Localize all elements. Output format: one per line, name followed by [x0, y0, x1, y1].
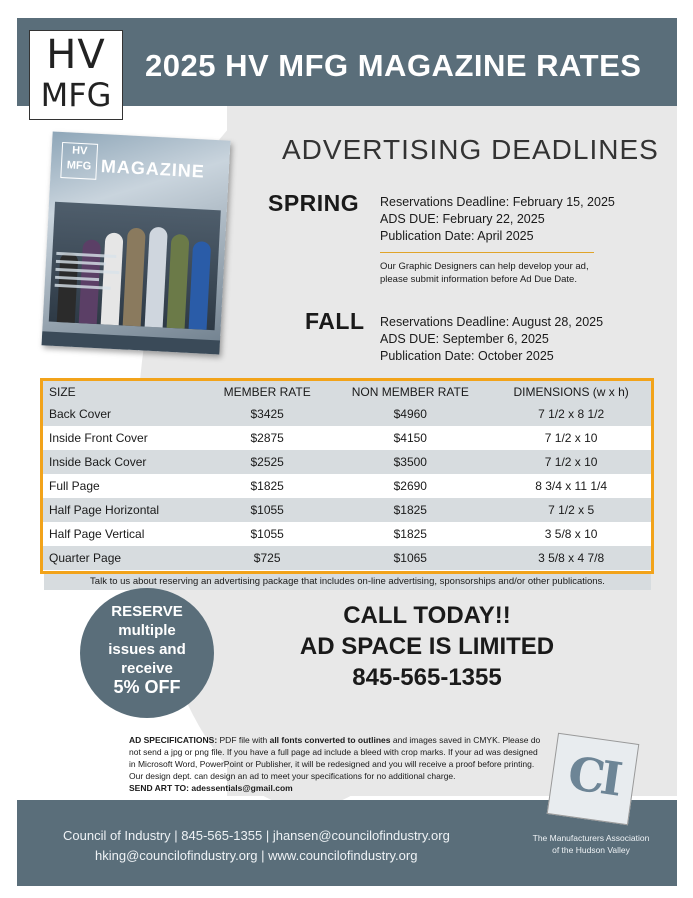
fall-details	[380, 314, 603, 365]
size-cell: Full Page	[49, 479, 100, 493]
reserve-line: RESERVE	[111, 603, 183, 620]
size-cell: Inside Front Cover	[49, 431, 148, 445]
designer-note-line: please submit information before Ad Due Date.	[380, 274, 577, 285]
non-member-rate-cell: $3500	[329, 450, 491, 474]
reserve-discount-badge	[80, 588, 214, 718]
spring-details	[380, 194, 615, 245]
fall-publication: Publication Date: October 2025	[380, 349, 554, 363]
table-row	[43, 474, 651, 498]
fall-reservations: Reservations Deadline: August 28, 2025	[380, 315, 604, 329]
call-phone-number: 845-565-1355	[352, 664, 502, 691]
rates-table	[43, 381, 651, 570]
column-header: MEMBER RATE	[205, 381, 329, 402]
non-member-rate-cell: $1065	[329, 546, 491, 570]
deadline-divider	[380, 252, 594, 253]
size-cell: Half Page Horizontal	[43, 498, 205, 522]
cover-logo: HV MFG	[60, 142, 98, 180]
call-today-text: CALL TODAY!!	[343, 602, 511, 629]
association-tagline	[511, 832, 671, 856]
cover-footer-band	[42, 331, 220, 354]
non-member-rate-cell: $4150	[393, 431, 427, 445]
spring-reservations: Reservations Deadline: February 15, 2025	[380, 195, 615, 209]
association-line: of the Hudson Valley	[552, 845, 630, 855]
member-rate-cell: $2875	[250, 431, 284, 445]
member-rate-cell: $725	[205, 546, 329, 570]
rate-sheet	[17, 18, 677, 886]
reserve-line: multiple	[118, 622, 176, 639]
non-member-rate-cell: $1825	[393, 527, 427, 541]
package-note: Talk to us about reserving an advertising package that includes on-line advertising, sponsorships and/or other publications.	[44, 574, 651, 590]
hv-mfg-logo	[29, 30, 123, 120]
dimensions-cell: 3 5/8 x 10	[544, 527, 598, 541]
spring-label: SPRING	[268, 190, 360, 216]
size-cell: Half Page Vertical	[49, 527, 145, 541]
table-row	[43, 546, 651, 570]
spring-publication: Publication Date: April 2025	[380, 229, 534, 243]
reserve-line: receive	[121, 660, 173, 677]
specs-label: AD SPECIFICATIONS:	[129, 735, 218, 745]
dimensions-cell: 7 1/2 x 10	[491, 450, 651, 474]
cover-headlines	[53, 252, 126, 316]
designer-note-line: Our Graphic Designers can help develop your ad,	[380, 261, 589, 272]
table-header-row	[43, 381, 651, 402]
size-cell: Inside Back Cover	[43, 450, 205, 474]
column-header: NON MEMBER RATE	[329, 381, 491, 402]
footer-contact-line: Council of Industry | 845-565-1355 | jhansen@councilofindustry.org	[63, 828, 450, 843]
specs-text: and images saved in CMYK. Please do not send a jpg or png file. If you have a full page ad include a bleed with crop marks. If your ad was designed in Microsoft Word, PowerPoint or Publisher, it will be redesigned and you will receive a proof before printing. Our design dept. can design an ad to meet your specifications for no additional charge.	[129, 735, 541, 781]
call-to-action	[247, 600, 607, 693]
size-cell: Quarter Page	[43, 546, 205, 570]
table-row	[43, 498, 651, 522]
non-member-rate-cell: $2690	[393, 479, 427, 493]
member-rate-cell: $1055	[205, 498, 329, 522]
table-row	[43, 522, 651, 546]
send-art-label: SEND ART TO:	[129, 783, 189, 793]
dimensions-cell: 7 1/2 x 10	[544, 431, 598, 445]
column-header: DIMENSIONS (w x h)	[491, 381, 651, 402]
non-member-rate-cell: $4960	[329, 402, 491, 426]
column-header: SIZE	[43, 381, 205, 402]
specs-text: PDF file with	[217, 735, 270, 745]
table-row	[43, 402, 651, 426]
ad-specifications	[129, 734, 543, 794]
footer-contact-line: hking@councilofindustry.org | www.councilofindustry.org	[95, 848, 418, 863]
fall-ads-due: ADS DUE: September 6, 2025	[380, 332, 549, 346]
magazine-cover-image	[42, 131, 231, 354]
table-row	[43, 450, 651, 474]
logo-mfg-text: MFG	[40, 76, 112, 114]
rates-table-box	[40, 378, 654, 574]
deadlines-heading: ADVERTISING DEADLINES	[282, 134, 659, 165]
dimensions-cell: 7 1/2 x 5	[491, 498, 651, 522]
dimensions-cell: 7 1/2 x 8 1/2	[491, 402, 651, 426]
discount-percent: 5% OFF	[113, 677, 181, 697]
non-member-rate-cell: $1825	[329, 498, 491, 522]
page-title: 2025 HV MFG MAGAZINE RATES	[145, 48, 642, 83]
dimensions-cell: 8 3/4 x 11 1/4	[535, 479, 608, 493]
size-cell: Back Cover	[43, 402, 205, 426]
association-line: The Manufacturers Association	[532, 833, 650, 843]
reserve-line: issues and	[108, 641, 186, 658]
fall-label: FALL	[305, 308, 365, 334]
cover-title: MAGAZINE	[100, 156, 206, 182]
designer-note	[380, 260, 589, 286]
logo-hv-text: HV	[46, 32, 106, 78]
member-rate-cell: $1055	[250, 527, 284, 541]
member-rate-cell: $3425	[205, 402, 329, 426]
ci-logo-text: CI	[564, 745, 622, 807]
member-rate-cell: $1825	[250, 479, 284, 493]
specs-bold: all fonts converted to outlines	[269, 735, 391, 745]
spring-ads-due: ADS DUE: February 22, 2025	[380, 212, 545, 226]
council-of-industry-logo	[547, 733, 640, 826]
dimensions-cell: 3 5/8 x 4 7/8	[491, 546, 651, 570]
member-rate-cell: $2525	[205, 450, 329, 474]
send-art-email: adessentials@gmail.com	[188, 783, 293, 793]
limited-space-text: AD SPACE IS LIMITED	[299, 633, 555, 660]
table-row	[43, 426, 651, 450]
